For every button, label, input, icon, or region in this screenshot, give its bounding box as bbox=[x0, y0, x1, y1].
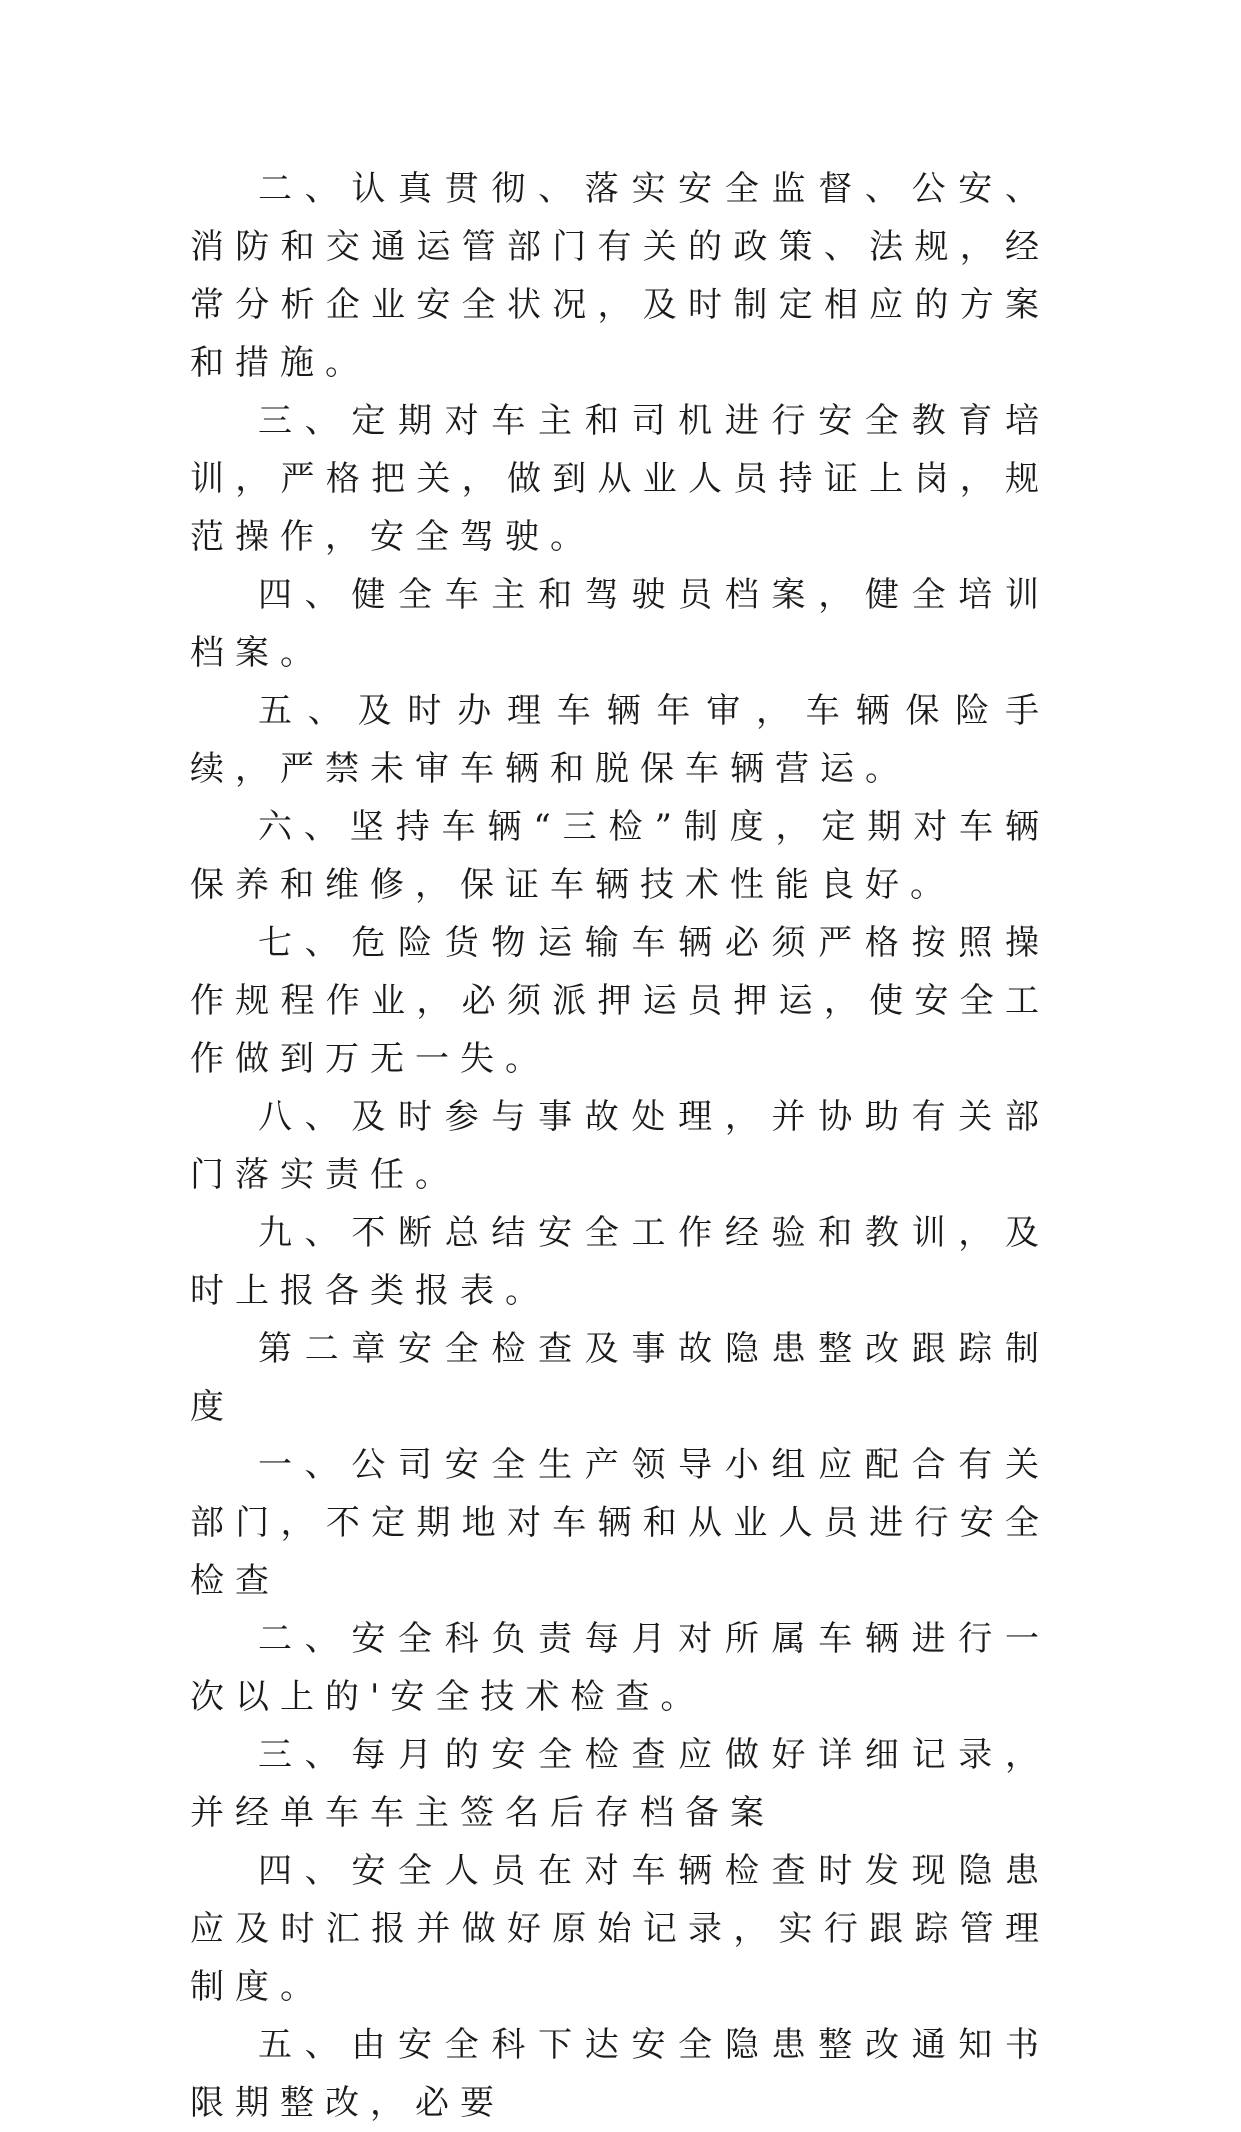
paragraph-item-2: 二、认真贯彻、落实安全监督、公安、消防和交通运管部门有关的政策、法规，经常分析企业安全状况，及时制定相应的方案和措施。 bbox=[190, 169, 1050, 383]
chapter-2-item-2: 二、安全科负责每月对所属车辆进行一次以上的'安全技术检查。 bbox=[190, 1619, 1050, 1717]
chapter-2-item-1: 一、公司安全生产领导小组应配合有关部门，不定期地对车辆和从业人员进行安全检查 bbox=[190, 1445, 1050, 1601]
chapter-2-item-3: 三、每月的安全检查应做好详细记录，并经单车车主签名后存档备案 bbox=[190, 1735, 1050, 1833]
paragraph-item-9: 九、不断总结安全工作经验和教训，及时上报各类报表。 bbox=[190, 1213, 1050, 1311]
paragraph-item-4: 四、健全车主和驾驶员档案，健全培训档案。 bbox=[190, 575, 1050, 673]
paragraph-item-7: 七、危险货物运输车辆必须严格按照操作规程作业，必须派押运员押运，使安全工作做到万无一失。 bbox=[190, 923, 1050, 1079]
chapter-2-item-5: 五、由安全科下达安全隐患整改通知书限期整改，必要 bbox=[190, 2025, 1050, 2123]
paragraph-item-8: 八、及时参与事故处理，并协助有关部门落实责任。 bbox=[190, 1097, 1050, 1195]
paragraph-item-5: 五、及时办理车辆年审，车辆保险手续，严禁未审车辆和脱保车辆营运。 bbox=[190, 691, 1050, 789]
paragraph-item-3: 三、定期对车主和司机进行安全教育培训，严格把关，做到从业人员持证上岗，规范操作，安全驾驶。 bbox=[190, 401, 1050, 557]
paragraph-item-6: 六、坚持车辆“三检”制度，定期对车辆保养和维修，保证车辆技术性能良好。 bbox=[190, 807, 1050, 905]
chapter-2-item-4: 四、安全人员在对车辆检查时发现隐患应及时汇报并做好原始记录，实行跟踪管理制度。 bbox=[190, 1851, 1050, 2007]
chapter-heading: 第二章安全检查及事故隐患整改跟踪制度 bbox=[190, 1329, 1050, 1427]
document-body bbox=[190, 160, 1050, 2132]
